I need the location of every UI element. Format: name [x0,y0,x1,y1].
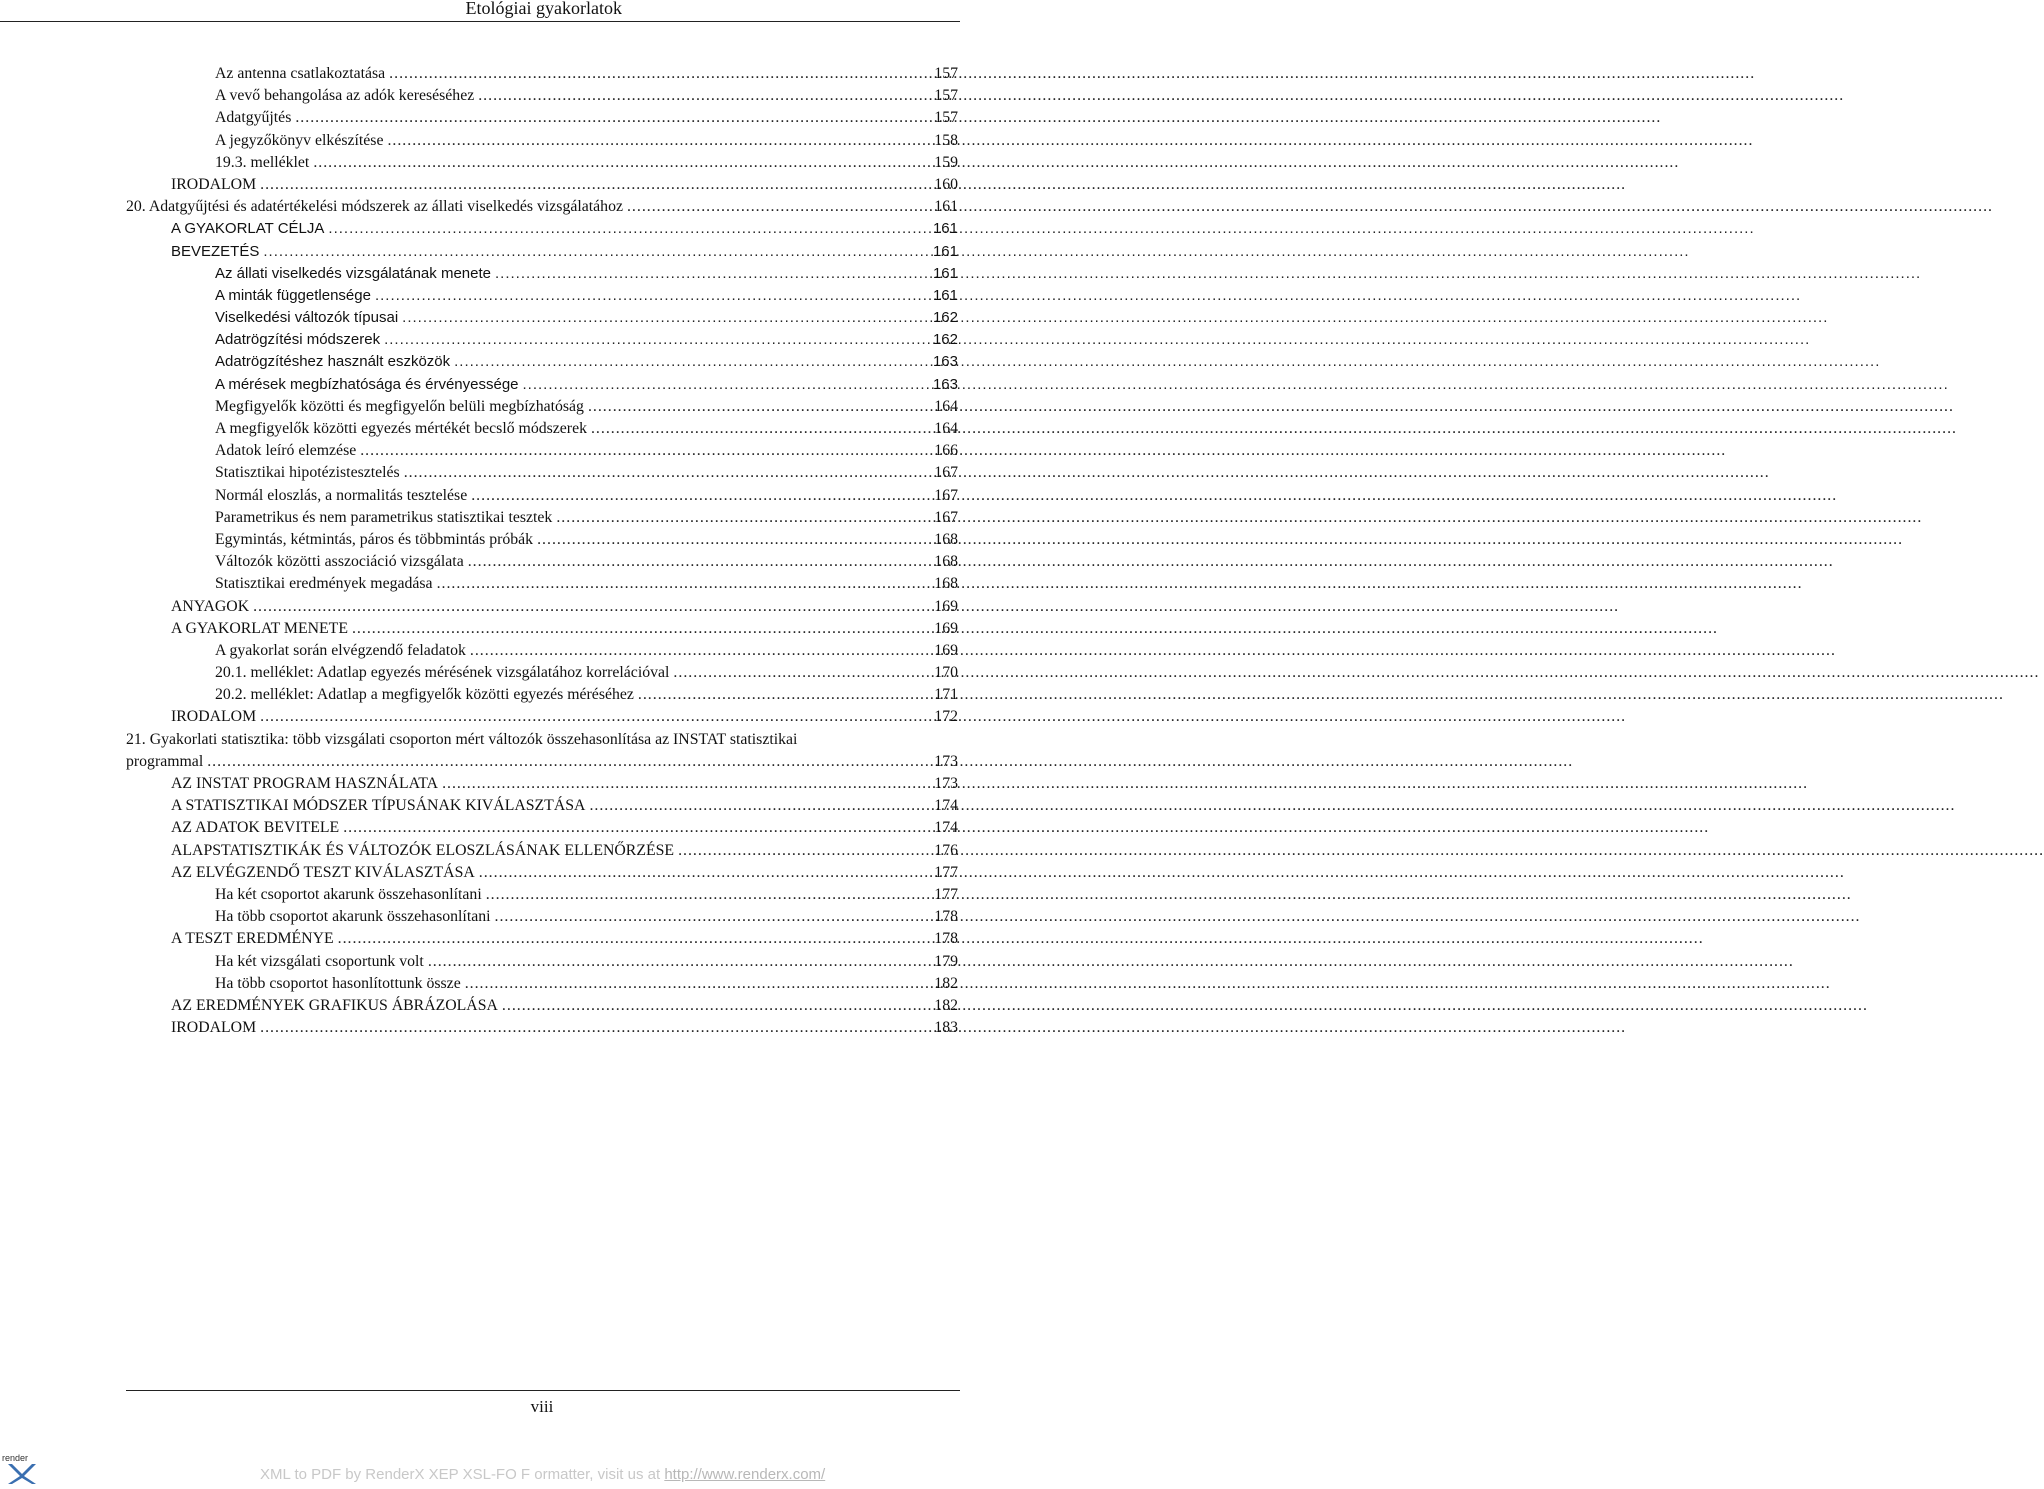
toc-entry[interactable] [126,884,960,906]
toc-dot-leader [313,152,924,174]
toc-page-number: 164 [934,420,958,437]
toc-dot-leader [428,951,924,973]
toc-dot-leader [375,285,924,307]
toc-entry-title: Egymintás, kétmintás, páros és többmintás próbák [215,530,534,548]
toc-page-number: 157 [934,65,958,82]
toc-entry-title: AZ EREDMÉNYEK GRAFIKUS ÁBRÁZOLÁSA [171,996,498,1014]
toc-entry-title: A GYAKORLAT MENETE [171,619,348,637]
toc-dot-leader [360,440,924,462]
toc-entry-title: Ha több csoportot akarunk összehasonlítani [215,908,491,926]
toc-page-number: 169 [934,597,958,615]
toc-dot-leader [589,795,924,817]
toc-entry-title: AZ ADATOK BEVITELE [171,819,340,837]
toc-page-number: 168 [934,553,958,571]
toc-dot-leader [404,462,924,484]
toc-entry-title: ALAPSTATISZTIKÁK ÉS VÁLTOZÓK ELOSZLÁSÁNAK ELLENŐRZÉSE [171,841,675,859]
toc-entry-title: A STATISZTIKAI MÓDSZER TÍPUSÁNAK KIVÁLASZTÁSA [171,797,586,815]
toc-page-number: 167 [934,508,958,526]
toc-page-number: 171 [934,686,958,704]
toc-entry-title: Adatok leíró elemzése [215,442,357,460]
toc-dot-leader [523,374,924,396]
toc-dot-leader [556,507,924,529]
toc-entry[interactable] [126,241,960,263]
toc-page-number: 161 [932,220,958,238]
footer-rule [126,1390,960,1391]
toc-entry-title: 20.2. melléklet: Adatlap a megfigyelők közötti egyezés méréséhez [215,686,634,704]
toc-entry[interactable] [126,662,960,684]
toc-dot-leader [479,862,924,884]
toc-dot-leader [260,706,924,728]
toc-entry[interactable] [126,795,960,817]
toc-page-number: 170 [934,664,958,682]
toc-entry[interactable] [126,130,960,152]
toc-page-number: 182 [934,974,958,992]
toc-dot-leader [465,973,924,995]
toc-entry-title-continued: programmal [126,752,204,770]
toc-dot-leader [495,263,924,285]
toc-entry-title: Statisztikai hipotézistesztelés [215,464,400,482]
toc-entry-title: A gyakorlat során elvégzendő feladatok [215,641,466,659]
toc-entry-title: 19.3. melléklet [215,153,310,171]
toc-dot-leader [537,529,924,551]
watermark-text: XML to PDF by RenderX XEP XSL-FO F ormatter, visit us at [260,1466,661,1483]
toc-page-number: 158 [934,131,958,149]
toc-dot-leader [295,107,924,129]
toc-page-number: 176 [934,841,958,859]
toc-entry[interactable] [126,551,960,573]
toc-entry-title: A minták függetlensége [215,286,371,304]
toc-dot-leader [352,618,924,640]
toc-entry[interactable] [126,85,960,107]
logo-x-shape [8,1464,36,1484]
toc-dot-leader [442,773,924,795]
toc-entry[interactable] [126,529,960,551]
renderx-x-icon [2,1452,42,1484]
toc-entry[interactable] [126,995,960,1017]
toc-entry-title: A mérések megbízhatósága és érvényessége [215,375,519,393]
toc-page-number: 168 [934,575,958,593]
toc-dot-leader [502,995,924,1017]
toc-entry-title: Adatgyűjtés [215,109,292,127]
toc-entry[interactable] [126,817,960,839]
toc-entry-title: Adatrögzítéshez használt eszközök [215,353,451,371]
toc-dot-leader [638,684,924,706]
toc-entry[interactable] [126,840,960,862]
toc-entry[interactable] [126,107,960,129]
toc-entry[interactable] [126,462,960,484]
toc-page-number: 177 [934,885,958,903]
logo-text: render [2,1453,29,1463]
toc-page-number: 179 [934,952,958,970]
toc-dot-leader [260,1017,924,1039]
toc-entry[interactable] [126,862,960,884]
toc-page-number: 167 [934,486,958,504]
toc-entry-title: Statisztikai eredmények megadása [215,575,433,593]
toc-page-number: 161 [932,286,958,304]
toc-entry[interactable] [126,374,960,396]
toc-entry-title: A megfigyelők közötti egyezés mértékét becslő módszerek [215,420,587,437]
toc-entry[interactable] [126,440,960,462]
toc-dot-leader [591,418,924,440]
toc-entry[interactable] [126,263,960,285]
toc-page-number: 182 [934,996,958,1014]
toc-page-number: 161 [934,198,958,216]
toc-entry[interactable] [126,596,960,618]
toc-dot-leader [328,218,924,240]
toc-page-number: 167 [934,464,958,482]
toc-page-number: 177 [934,863,958,881]
toc-dot-leader [478,85,924,107]
toc-dot-leader [468,551,924,573]
toc-entry-title: A TESZT EREDMÉNYE [171,930,334,948]
toc-page-number: 160 [934,175,958,193]
toc-entry-title: Változók közötti asszociáció vizsgálata [215,553,464,571]
toc-entry-title: Ha két csoportot akarunk összehasonlítani [215,885,482,903]
watermark-link[interactable]: http://www.renderx.com/ [664,1466,826,1483]
toc-entry[interactable] [126,706,960,728]
page-number: viii [530,1397,554,1416]
toc-entry[interactable] [126,485,960,507]
toc-dot-leader [389,63,924,85]
toc-entry[interactable] [126,418,960,440]
toc-dot-leader [338,928,924,950]
toc-entry-title: BEVEZETÉS [171,242,260,260]
toc-dot-leader [471,485,924,507]
running-header [0,0,960,22]
toc-entry[interactable] [126,618,960,640]
toc-dot-leader [387,130,924,152]
toc-page-number: 173 [934,752,958,770]
toc-entry[interactable] [126,285,960,307]
toc-page-number: 157 [934,87,958,105]
toc-page-number: 174 [934,819,958,837]
toc-dot-leader [627,196,924,218]
toc-page-number: 168 [934,530,958,548]
toc-dot-leader [437,573,924,595]
toc-dot-leader [263,241,924,263]
toc-dot-leader [207,751,924,773]
toc-entry-title: 21. Gyakorlati statisztika: több vizsgálati csoporton mért változók összehasonlítása az INSTAT statisztikai [126,730,798,748]
toc-entry[interactable] [126,396,960,418]
toc-dot-leader [402,307,924,329]
toc-entry[interactable] [126,507,960,529]
toc-entry-title: Viselkedési változók típusai [215,309,399,327]
toc-entry[interactable] [126,152,960,174]
toc-entry-title: IRODALOM [171,708,257,726]
toc-entry-title: A jegyzőkönyv elkészítése [215,131,384,149]
toc-page-number: 178 [934,908,958,926]
toc-dot-leader [454,351,924,373]
toc-dot-leader [588,396,924,418]
toc-entry[interactable] [126,773,960,795]
toc-dot-leader [470,640,924,662]
toc-page-number: 169 [934,619,958,637]
toc-entry-title: Parametrikus és nem parametrikus statisztikai tesztek [215,508,553,526]
toc-entry-title: AZ ELVÉGZENDŐ TESZT KIVÁLASZTÁSA [171,863,475,881]
toc-dot-leader [343,817,924,839]
toc-entry-title: Megfigyelők közötti és megfigyelőn belüli megbízhatóság [215,397,584,415]
toc-page-number: 162 [932,309,958,327]
toc-entry-title: IRODALOM [171,1019,257,1037]
toc-entry[interactable] [126,218,960,240]
toc-entry[interactable] [126,329,960,351]
toc-entry-title: Adatrögzítési módszerek [215,331,381,349]
toc-entry-title: Az állati viselkedés vizsgálatának menete [215,264,491,282]
toc-entry[interactable] [126,196,960,218]
toc-entry[interactable] [126,951,960,973]
header-title: Etológiai gyakorlatok [465,0,622,18]
toc-page-number: 159 [934,153,958,171]
toc-dot-leader [486,884,924,906]
toc-entry[interactable] [126,729,960,773]
toc-page-number: 162 [932,331,958,349]
toc-entry[interactable] [126,640,960,662]
toc-dot-leader [673,662,924,684]
toc-entry[interactable] [126,906,960,928]
toc-entry[interactable] [126,684,960,706]
toc-dot-leader [495,906,924,928]
renderx-logo [2,1452,42,1484]
toc-entry-title: IRODALOM [171,175,257,193]
toc-entry-title: 20. Adatgyűjtési és adatértékelési módszerek az állati viselkedés vizsgálatához [126,198,623,216]
toc-entry[interactable] [126,174,960,196]
toc-entry-title: Normál eloszlás, a normalitás tesztelése [215,486,468,504]
toc-dot-leader [678,840,924,862]
toc-entry-title: Ha két vizsgálati csoportunk volt [215,952,424,970]
toc-page-number: 178 [934,930,958,948]
toc-page-number: 161 [932,264,958,282]
table-of-contents [126,63,960,1039]
toc-entry[interactable] [126,973,960,995]
toc-page-number: 172 [934,708,958,726]
toc-page-number: 169 [934,641,958,659]
toc-page-number: 173 [934,775,958,793]
toc-page-number: 183 [934,1019,958,1037]
toc-page-number: 163 [932,353,958,371]
toc-dot-leader [253,596,924,618]
toc-entry[interactable] [126,1017,960,1039]
toc-entry-title: AZ INSTAT PROGRAM HASZNÁLATA [171,775,439,793]
toc-page-number: 166 [934,442,958,460]
toc-entry[interactable] [126,928,960,950]
toc-dot-leader [260,174,924,196]
toc-page-number: 164 [934,397,958,415]
toc-entry[interactable] [126,63,960,85]
toc-entry-title: A GYAKORLAT CÉLJA [171,220,325,238]
toc-page-number: 157 [934,109,958,127]
toc-page-number: 174 [934,797,958,815]
toc-entry[interactable] [126,307,960,329]
toc-entry-title: ANYAGOK [171,597,250,615]
toc-entry-title: 20.1. melléklet: Adatlap egyezés mérésének vizsgálatához korrelációval [215,664,670,682]
toc-entry-title: A vevő behangolása az adók kereséséhez [215,87,475,105]
toc-dot-leader [384,329,924,351]
toc-entry-title: Az antenna csatlakoztatása [215,65,386,82]
toc-entry-title: Ha több csoportot hasonlítottunk össze [215,974,461,992]
toc-page-number: 161 [932,242,958,260]
toc-entry[interactable] [126,573,960,595]
toc-page-number: 163 [932,375,958,393]
toc-entry[interactable] [126,351,960,373]
watermark [260,1466,825,1483]
